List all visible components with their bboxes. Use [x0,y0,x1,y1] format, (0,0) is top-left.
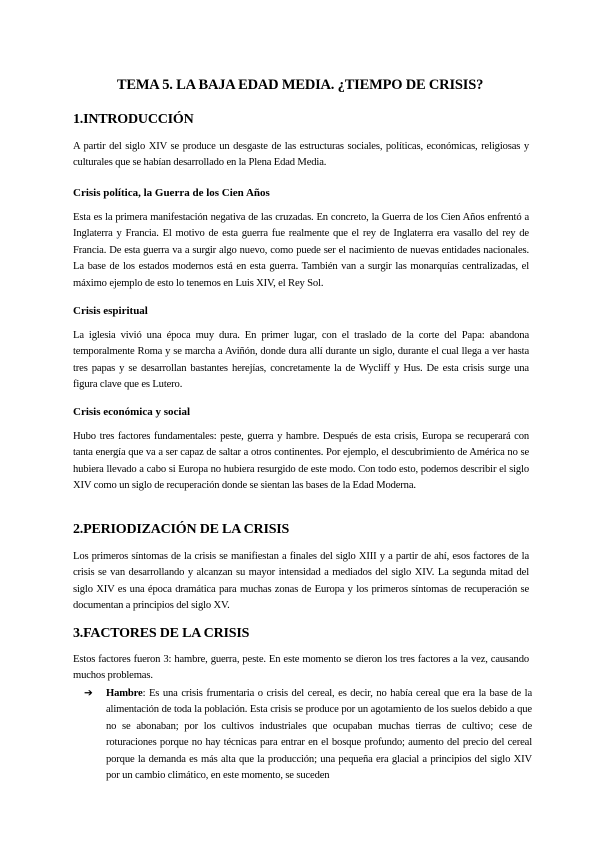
bullet-item-hambre [84,686,532,784]
bullet-term: Hambre [106,688,143,699]
section-heading-factores: 3.FACTORES DE LA CRISIS [73,626,250,641]
subheading-crisis-politica: Crisis política, la Guerra de los Cien Años [73,187,270,199]
paragraph-periodizacion: Los primeros síntomas de la crisis se manifiestan a finales del siglo XIII y a partir de ahí, esos factores de la crisis se van desarrollando y alcanzan su mayor intensidad a mediados del siglo XIV. La segunda mitad del siglo XIV es una época dramática para muchas zonas de Europa y los primeros síntomas de recuperación se documentan a principios del siglo XV. [73,551,529,612]
paragraph-crisis-economica: Hubo tres factores fundamentales: peste, guerra y hambre. Después de esta crisis, Europa se recuperará con tanta energía que va a ser capaz de saltar a otros continentes. Por ejemplo, el descubrimiento de América no se hubiera llevado a cabo si Europa no hubiera resurgido de este modo. Con todo esto, podemos describir el siglo XIV como un siglo de recuperación donde se sientan las bases de la Edad Moderna. [73,431,529,492]
bullet-text [106,686,532,784]
arrow-icon: ➔ [84,688,93,699]
bullet-description: : Es una crisis frumentaria o crisis del cereal, es decir, no había cereal que era la base de la alimentación de toda la población. Esta crisis se produce por un agotamiento de los suelos debido a que no se abonaban; por los cultivos industriales que ocupaban muchas tierras de cultivo; cese de roturaciones porque no hay técnicas para entrar en el bosque profundo; aumento del precio del cereal porque la demanda es más alta que la producción; una pequeña era glacial a principios del siglo XIV por un cambio climático, en este momento, se suceden [106,688,532,782]
paragraph-introduccion: A partir del siglo XIV se produce un desgaste de las estructuras sociales, políticas, económicas, religiosas y culturales que se habían desarrollado en la Plena Edad Media. [73,141,529,169]
subheading-crisis-espiritual: Crisis espiritual [73,305,148,317]
section-heading-periodizacion: 2.PERIODIZACIÓN DE LA CRISIS [73,522,290,537]
paragraph-factores: Estos factores fueron 3: hambre, guerra, peste. En este momento se dieron los tres factores a la vez, causando muchos problemas. [73,654,529,682]
subheading-crisis-economica: Crisis económica y social [73,406,191,418]
paragraph-crisis-espiritual: La iglesia vivió una época muy dura. En primer lugar, con el traslado de la corte del Papa: abandona temporalmente Roma y se marcha a Aviñón, donde dura allí durante un siglo, durante el cual llega a ver hasta tres papas y se desarrollan bastantes herejías, concretamente la de Wycliff y Hus. De esta crisis surge una figura clave que es Lutero. [73,330,529,391]
section-heading-introduccion: 1.INTRODUCCIÓN [73,112,194,127]
paragraph-crisis-politica: Esta es la primera manifestación negativa de las cruzadas. En concreto, la Guerra de los Cien Años enfrentó a Inglaterra y Francia. El motivo de esta guerra fue realmente que el rey de Inglaterra era vasallo del rey de Francia. De esta guerra va a surgir algo nuevo, como puede ser el nacimiento de nuevas entidades nacionales. La base de los estados modernos está en esta guerra. También van a surgir las monarquías centralizadas, el máximo ejemplo de esto lo tenemos en Luis XIV, el Rey Sol. [73,212,529,289]
document-title: TEMA 5. LA BAJA EDAD MEDIA. ¿TIEMPO DE CRISIS? [116,77,484,93]
